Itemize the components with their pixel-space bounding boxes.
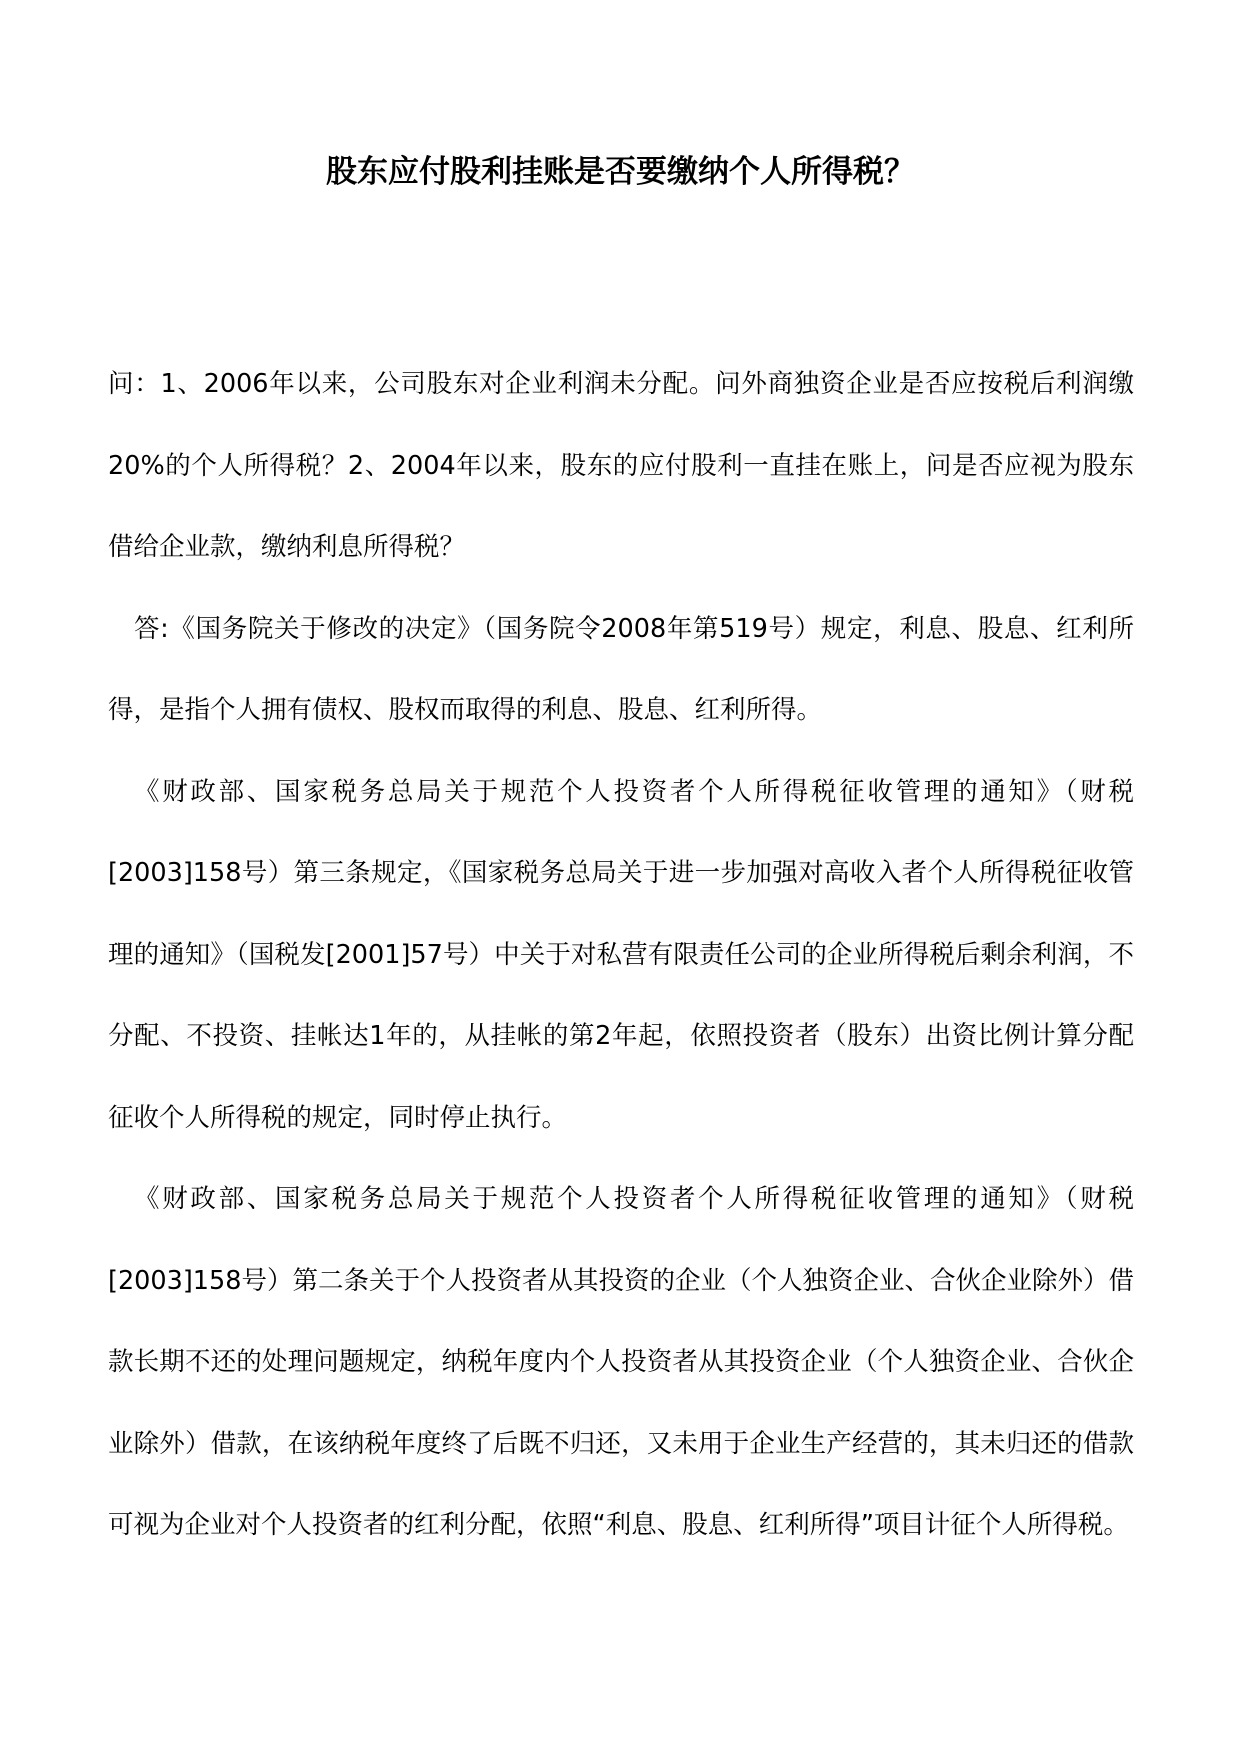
document-body (108, 344, 1134, 1567)
document-title: 股东应付股利挂账是否要缴纳个人所得税？ (326, 154, 915, 190)
answer-paragraph: 答:《国务院关于修改的决定》（国务院令2008年第519号）规定，利息、股息、红利所得，是指个人拥有债权、股权而取得的利息、股息、红利所得。 (108, 613, 1134, 725)
regulation-paragraph-2: 《财政部、国家税务总局关于规范个人投资者个人所得税征收管理的通知》（财税[2003]158号）第二条关于个人投资者从其投资的企业（个人独资企业、合伙企业除外）借款长期不还的处理问题规定，纳税年度内个人投资者从其投资企业（个人独资企业、合伙企业除外）借款，在该纳税年度终了后既不归还，又未用于企业生产经营的，其未归还的借款可视为企业对个人投资者的红利分配，依照“利息、股息、红利所得”项目计征个人所得税。 (108, 1184, 1134, 1540)
regulation-paragraph-1: 《财政部、国家税务总局关于规范个人投资者个人所得税征收管理的通知》（财税[2003]158号）第三条规定，《国家税务总局关于进一步加强对高收入者个人所得税征收管理的通知》（国税发[2001]57号）中关于对私营有限责任公司的企业所得税后剩余利润，不分配、不投资、挂帐达1年的，从挂帐的第2年起，依照投资者（股东）出资比例计算分配征收个人所得税的规定，同时停止执行。 (108, 776, 1134, 1133)
question-paragraph: 问：1、2006年以来，公司股东对企业利润未分配。问外商独资企业是否应按税后利润缴20%的个人所得税？2、2004年以来，股东的应付股利一直挂在账上，问是否应视为股东借给企业款，缴纳利息所得税？ (108, 369, 1134, 562)
